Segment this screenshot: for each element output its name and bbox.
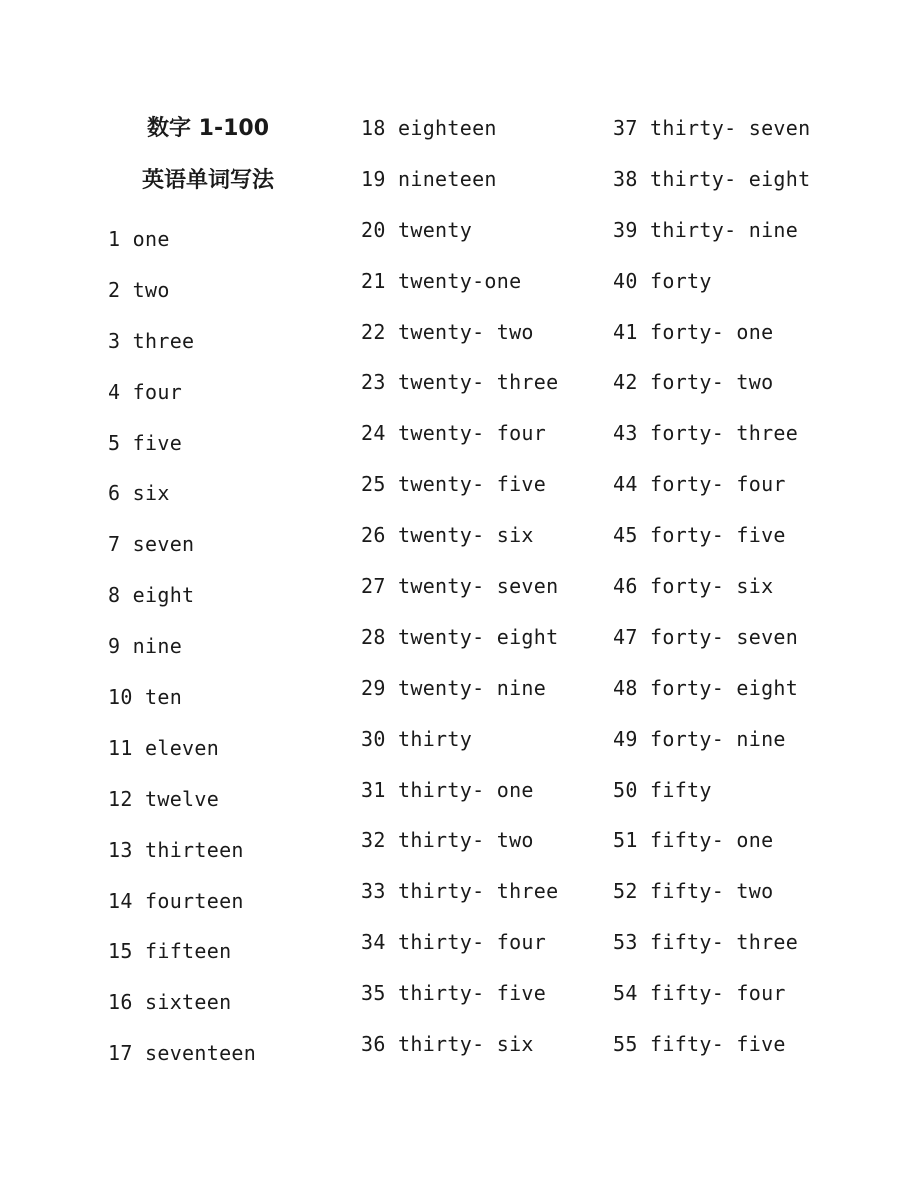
list-item: 27 twenty- seven xyxy=(361,574,559,599)
list-item: 15 fifteen xyxy=(108,939,232,964)
list-item: 35 thirty- five xyxy=(361,981,547,1006)
list-item: 37 thirty- seven xyxy=(613,116,811,140)
list-item: 2 two xyxy=(108,277,170,302)
list-item: 16 sixteen xyxy=(108,990,232,1015)
list-item: 39 thirty- nine xyxy=(613,217,799,242)
list-item: 47 forty- seven xyxy=(613,624,799,649)
list-item: 55 fifty- five xyxy=(613,1032,786,1057)
list-item: 49 forty- nine xyxy=(613,726,786,751)
list-item: 38 thirty- eight xyxy=(613,166,811,191)
list-item: 40 forty xyxy=(613,268,712,293)
list-item: 50 fifty xyxy=(613,777,712,802)
list-item: 46 forty- six xyxy=(613,574,774,599)
list-item: 1 one xyxy=(108,227,170,251)
list-item: 36 thirty- six xyxy=(361,1032,534,1057)
list-item: 48 forty- eight xyxy=(613,675,799,700)
list-item: 30 thirty xyxy=(361,726,473,751)
column-2 xyxy=(361,103,611,1070)
list-item: 12 twelve xyxy=(108,786,220,811)
list-item: 7 seven xyxy=(108,532,195,557)
number-list-3 xyxy=(613,103,863,1070)
list-item: 24 twenty- four xyxy=(361,421,547,446)
list-item: 29 twenty- nine xyxy=(361,675,547,700)
list-item: 19 nineteen xyxy=(361,166,497,191)
page-title-line-2: 英语单词写法 xyxy=(141,168,274,193)
number-list-2 xyxy=(361,103,611,1070)
list-item: 10 ten xyxy=(108,685,183,710)
list-item: 42 forty- two xyxy=(613,370,774,395)
list-item: 18 eighteen xyxy=(361,116,497,140)
list-item: 6 six xyxy=(108,481,170,506)
page-title-line-1: 数字 1-100 xyxy=(146,116,270,141)
list-item: 28 twenty- eight xyxy=(361,624,559,649)
list-item: 23 twenty- three xyxy=(361,370,559,395)
list-item: 25 twenty- five xyxy=(361,472,547,497)
list-item: 3 three xyxy=(108,328,195,353)
list-item: 11 eleven xyxy=(108,735,220,760)
list-item: 32 thirty- two xyxy=(361,828,534,853)
list-item: 41 forty- one xyxy=(613,319,774,344)
list-item: 44 forty- four xyxy=(613,472,786,497)
list-item: 43 forty- three xyxy=(613,421,799,446)
list-item: 54 fifty- four xyxy=(613,981,786,1006)
list-item: 52 fifty- two xyxy=(613,879,774,904)
list-item: 17 seventeen xyxy=(108,1041,257,1066)
list-item: 34 thirty- four xyxy=(361,930,547,955)
column-1 xyxy=(108,103,358,1079)
list-item: 51 fifty- one xyxy=(613,828,774,853)
list-item: 33 thirty- three xyxy=(361,879,559,904)
list-item: 8 eight xyxy=(108,583,195,608)
list-item: 26 twenty- six xyxy=(361,523,534,548)
column-3 xyxy=(613,103,863,1070)
list-item: 14 fourteen xyxy=(108,888,244,913)
list-item: 13 thirteen xyxy=(108,837,244,862)
list-item: 31 thirty- one xyxy=(361,777,534,802)
list-item: 9 nine xyxy=(108,634,183,659)
list-item: 22 twenty- two xyxy=(361,319,534,344)
list-item: 21 twenty-one xyxy=(361,268,522,293)
list-item: 4 four xyxy=(108,379,183,404)
list-item: 45 forty- five xyxy=(613,523,786,548)
list-item: 20 twenty xyxy=(361,217,473,242)
number-list-1 xyxy=(108,214,358,1079)
list-item: 5 five xyxy=(108,430,183,455)
list-item: 53 fifty- three xyxy=(613,930,799,955)
